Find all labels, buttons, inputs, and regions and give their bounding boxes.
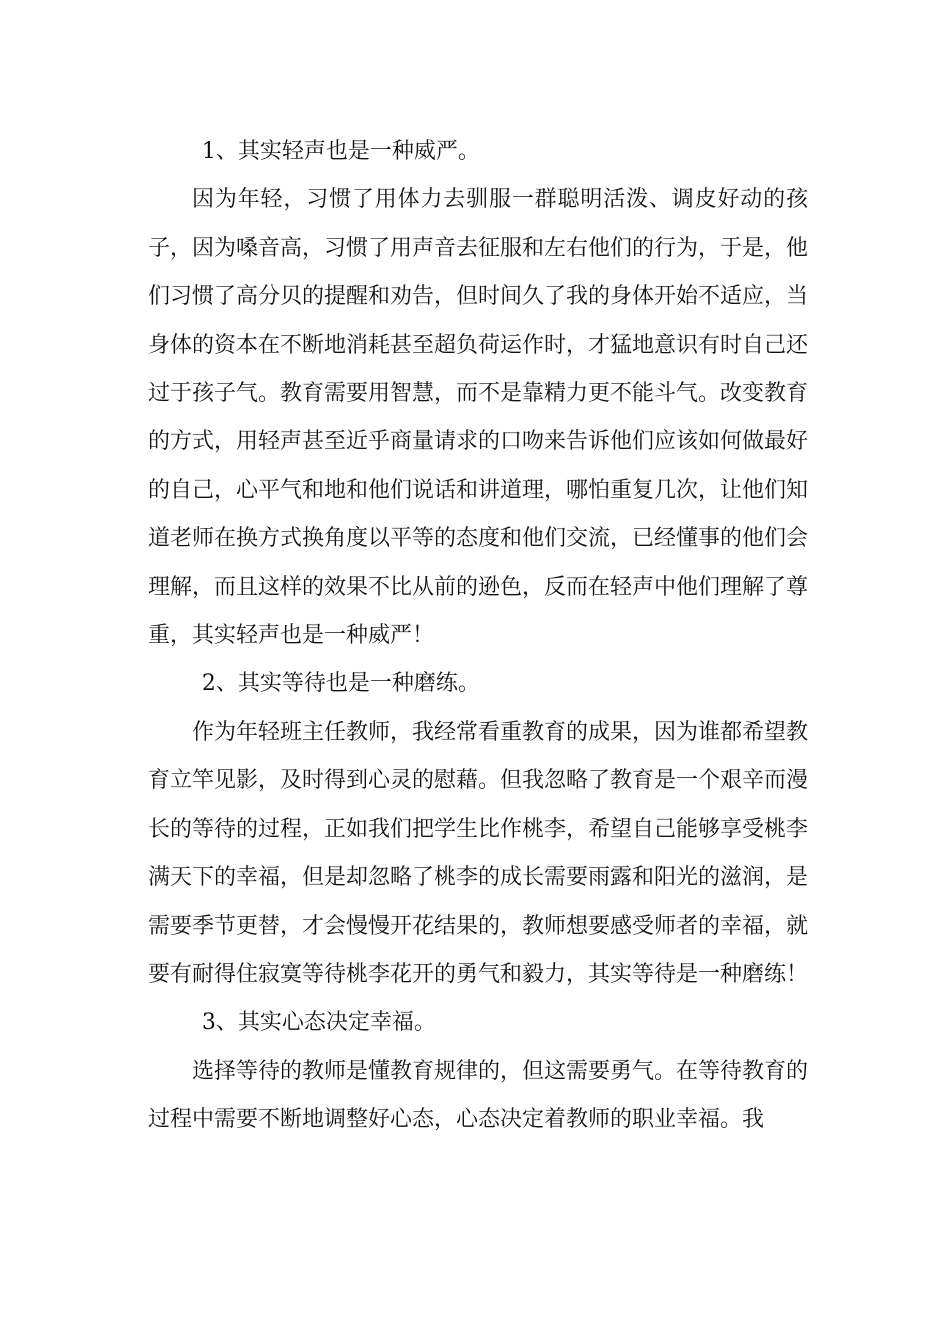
section-2-heading: 2、其实等待也是一种磨练。 [201,671,480,697]
section-3-body: 选择等待的教师是懂教育规律的，但这需要勇气。在等待教育的过程中需要不断地调整好心态，心态决定着教师的职业幸福。我 [148,1058,809,1133]
section-1-body: 因为年轻，习惯了用体力去驯服一群聪明活泼、调皮好动的孩子，因为嗓音高，习惯了用声音去征服和左右他们的行为，于是，他们习惯了高分贝的提醒和劝告，但时间久了我的身体开始不适应，当身体的资本在不断地消耗甚至超负荷运作时，才猛地意识有时自己还过于孩子气。教育需要用智慧，而不是靠精力更不能斗气。改变教育的方式，用轻声甚至近乎商量请求的口吻来告诉他们应该如何做最好的自己，心平气和地和他们说话和讲道理，哪怕重复几次，让他们知道老师在换方式换角度以平等的态度和他们交流，已经懂事的他们会理解，而且这样的效果不比从前的逊色，反而在轻声中他们理解了尊重，其实轻声也是一种威严！ [148,187,809,649]
section-2-body: 作为年轻班主任教师，我经常看重教育的成果，因为谁都希望教育立竿见影，及时得到心灵的慰藉。但我忽略了教育是一个艰辛而漫长的等待的过程，正如我们把学生比作桃李，希望自己能够享受桃李满天下的幸福，但是却忽略了桃李的成长需要雨露和阳光的滋润，是需要季节更替，才会慢慢开花结果的，教师想要感受师者的幸福，就要有耐得住寂寞等待桃李花开的勇气和毅力，其实等待是一种磨练！ [148,719,809,987]
section-3-heading: 3、其实心态决定幸福。 [201,1010,436,1036]
section-1-heading: 1、其实轻声也是一种威严。 [201,139,480,164]
document-body [148,128,808,1145]
